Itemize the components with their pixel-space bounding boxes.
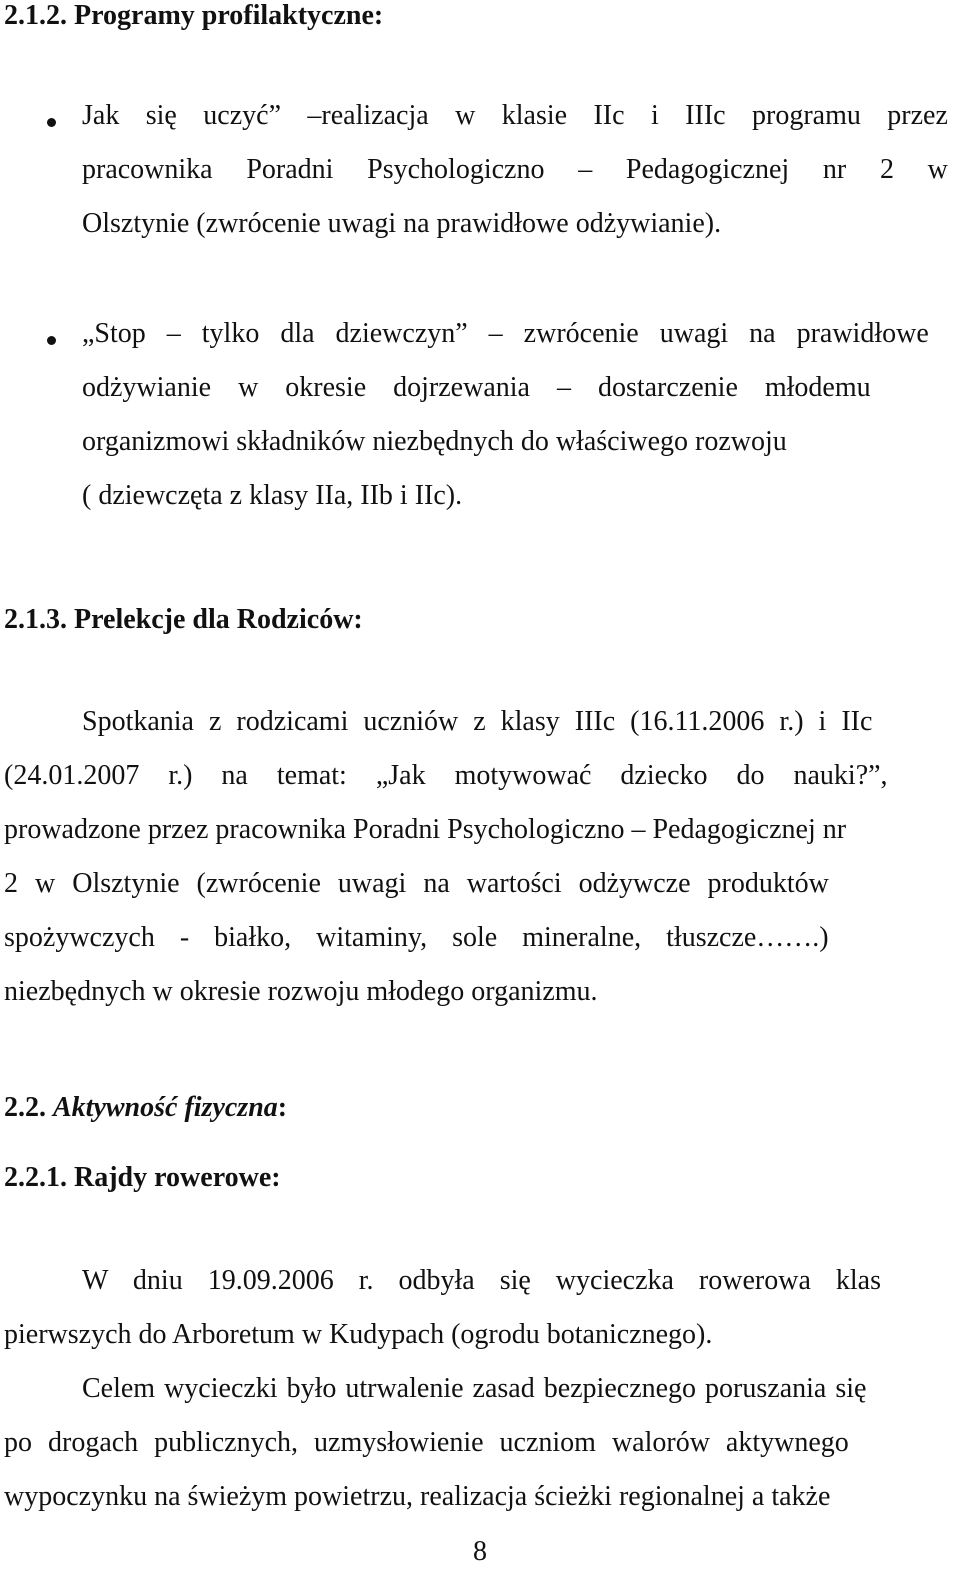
bullet-icon: [47, 336, 56, 345]
section-title: Aktywność fizyczna: [53, 1092, 278, 1123]
page-number: 8: [473, 1536, 487, 1567]
list-item-line: odżywianie w okresie dojrzewania – dostarczenie młodemu: [82, 372, 871, 403]
list-item-line: pracownika Poradni Psychologiczno – Pedagogicznej nr 2 w: [82, 154, 948, 185]
section-heading-2-2-1: 2.2.1. Rajdy rowerowe:: [4, 1162, 281, 1193]
paragraph-line: niezbędnych w okresie rozwoju młodego organizmu.: [4, 976, 598, 1007]
paragraph-line: W dniu 19.09.2006 r. odbyła się wycieczka rowerowa klas: [82, 1265, 881, 1296]
section-heading-2-1-2: 2.1.2. Programy profilaktyczne:: [4, 0, 384, 31]
paragraph-line: po drogach publicznych, uzmysłowienie uczniom walorów aktywnego: [4, 1427, 849, 1458]
list-item-line: Jak się uczyć” –realizacja w klasie IIc i IIIc programu przez: [82, 100, 948, 131]
list-item-line: „Stop – tylko dla dziewczyn” – zwrócenie uwagi na prawidłowe: [82, 318, 929, 349]
paragraph-line: (24.01.2007 r.) na temat: „Jak motywować dziecko do nauki?”,: [4, 760, 888, 791]
paragraph-line: 2 w Olsztynie (zwrócenie uwagi na wartości odżywcze produktów: [4, 868, 829, 899]
section-number: 2.2.: [4, 1092, 46, 1123]
list-item-line: organizmowi składników niezbędnych do właściwego rozwoju: [82, 426, 787, 457]
section-heading-2-1-3: 2.1.3. Prelekcje dla Rodziców:: [4, 604, 363, 635]
paragraph-line: pierwszych do Arboretum w Kudypach (ogrodu botanicznego).: [4, 1319, 713, 1350]
paragraph-line: prowadzone przez pracownika Poradni Psychologiczno – Pedagogicznej nr: [4, 814, 847, 845]
bullet-icon: [47, 118, 56, 127]
paragraph-line: Spotkania z rodzicami uczniów z klasy IIIc (16.11.2006 r.) i IIc: [82, 706, 873, 737]
list-item-line: Olsztynie (zwrócenie uwagi na prawidłowe odżywianie).: [82, 208, 722, 239]
section-colon: :: [277, 1092, 288, 1123]
list-item-line: ( dziewczęta z klasy IIa, IIb i IIc).: [82, 480, 463, 511]
paragraph-line: wypoczynku na świeżym powietrzu, realizacja ścieżki regionalnej a także: [4, 1481, 831, 1512]
section-heading-2-2: [4, 1092, 287, 1124]
paragraph-line: Celem wycieczki było utrwalenie zasad bezpiecznego poruszania się: [82, 1373, 867, 1404]
paragraph-line: spożywczych - białko, witaminy, sole mineralne, tłuszcze…….): [4, 922, 829, 953]
